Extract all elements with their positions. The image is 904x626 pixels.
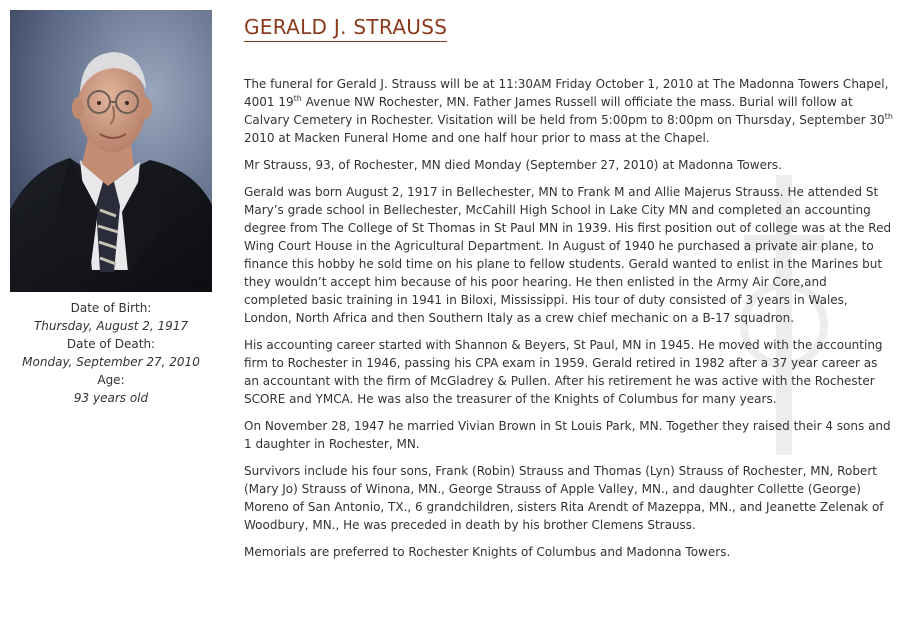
paragraph-funeral-text-a: The funeral for Gerald J. Strauss will be at 11:30AM Friday October 1, 2010 at The Madonna Towers Chapel, 4001 19 <box>244 77 889 109</box>
profile-sidebar <box>10 10 212 407</box>
dod-label: Date of Death: <box>66 337 156 351</box>
paragraph-funeral <box>244 75 894 147</box>
dob-value: Thursday, August 2, 1917 <box>33 319 189 333</box>
page-title: GERALD J. STRAUSS <box>244 14 447 42</box>
age-value: 93 years old <box>73 391 149 405</box>
age-label: Age: <box>97 373 125 387</box>
ordinal-suffix: th <box>293 94 302 103</box>
paragraph-memorials: Memorials are preferred to Rochester Knights of Columbus and Madonna Towers. <box>244 545 731 559</box>
paragraph-marriage: On November 28, 1947 he married Vivian Brown in St Louis Park, MN. Together they raised their 4 sons and 1 daughter in Rochester, MN. <box>244 419 891 451</box>
ordinal-suffix: th <box>884 112 893 121</box>
dob-label: Date of Birth: <box>70 301 152 315</box>
obituary-body <box>244 75 894 561</box>
portrait-illustration <box>10 10 212 292</box>
dod-value: Monday, September 27, 2010 <box>22 355 200 369</box>
paragraph-survivors: Survivors include his four sons, Frank (Robin) Strauss and Thomas (Lyn) Strauss of Rochester, MN, Robert (Mary Jo) Strauss of Winona, MN., George Strauss of Apple Valley, MN., and daughter Collette (George) Moreno of San Antonio, TX., 6 grandchildren, sisters Rita Arendt of Mazeppa, MN., and Jeanette Zelenak of Woodbury, MN., He was preceded in death by his brother Clemens Strauss. <box>244 464 884 532</box>
paragraph-career: His accounting career started with Shannon & Beyers, St Paul, MN in 1945. He moved with the accounting firm to Rochester in 1946, passing his CPA exam in 1959. Gerald retired in 1982 after a 37 year career as an accountant with the firm of McGladrey & Pullen. After his retirement he was active with the Rochester SCORE and YMCA. He was also the treasurer of the Knights of Columbus for many years. <box>244 338 883 406</box>
life-dates-panel <box>10 299 212 407</box>
portrait-photo <box>10 10 212 292</box>
paragraph-funeral-text-c: 2010 at Macken Funeral Home and one half hour prior to mass at the Chapel. <box>244 131 710 145</box>
obituary-content <box>244 14 894 570</box>
paragraph-early-life: Gerald was born August 2, 1917 in Bellechester, MN to Frank M and Allie Majerus Strauss. He attended St Mary’s grade school in Bellechester, McCahill High School in Lake City MN and completed an accounting degree from The College of St Thomas in St Paul MN in 1939. His first position out of college was at the Red Wing Court House in the Agricultural Department. In August of 1940 he purchased a private air plane, to finance this hobby he sold time on his plane to fellow students. Gerald wanted to enlist in the Marines but they wouldn’t accept him because of his poor hearing. He then enlisted in the Army Air Core,and completed basic training in 1941 in Biloxi, Mississippi. His tour of duty consisted of 3 years in Wales, London, North Africa and then Southern Italy as a crew chief mechanic on a B-17 squadron. <box>244 185 892 325</box>
paragraph-death: Mr Strauss, 93, of Rochester, MN died Monday (September 27, 2010) at Madonna Towers. <box>244 158 782 172</box>
paragraph-funeral-text-b: Avenue NW Rochester, MN. Father James Russell will officiate the mass. Burial will follow at Calvary Cemetery in Rochester. Visitation will be held from 5:00pm to 8:00pm on Thursday, September 30 <box>244 95 885 127</box>
